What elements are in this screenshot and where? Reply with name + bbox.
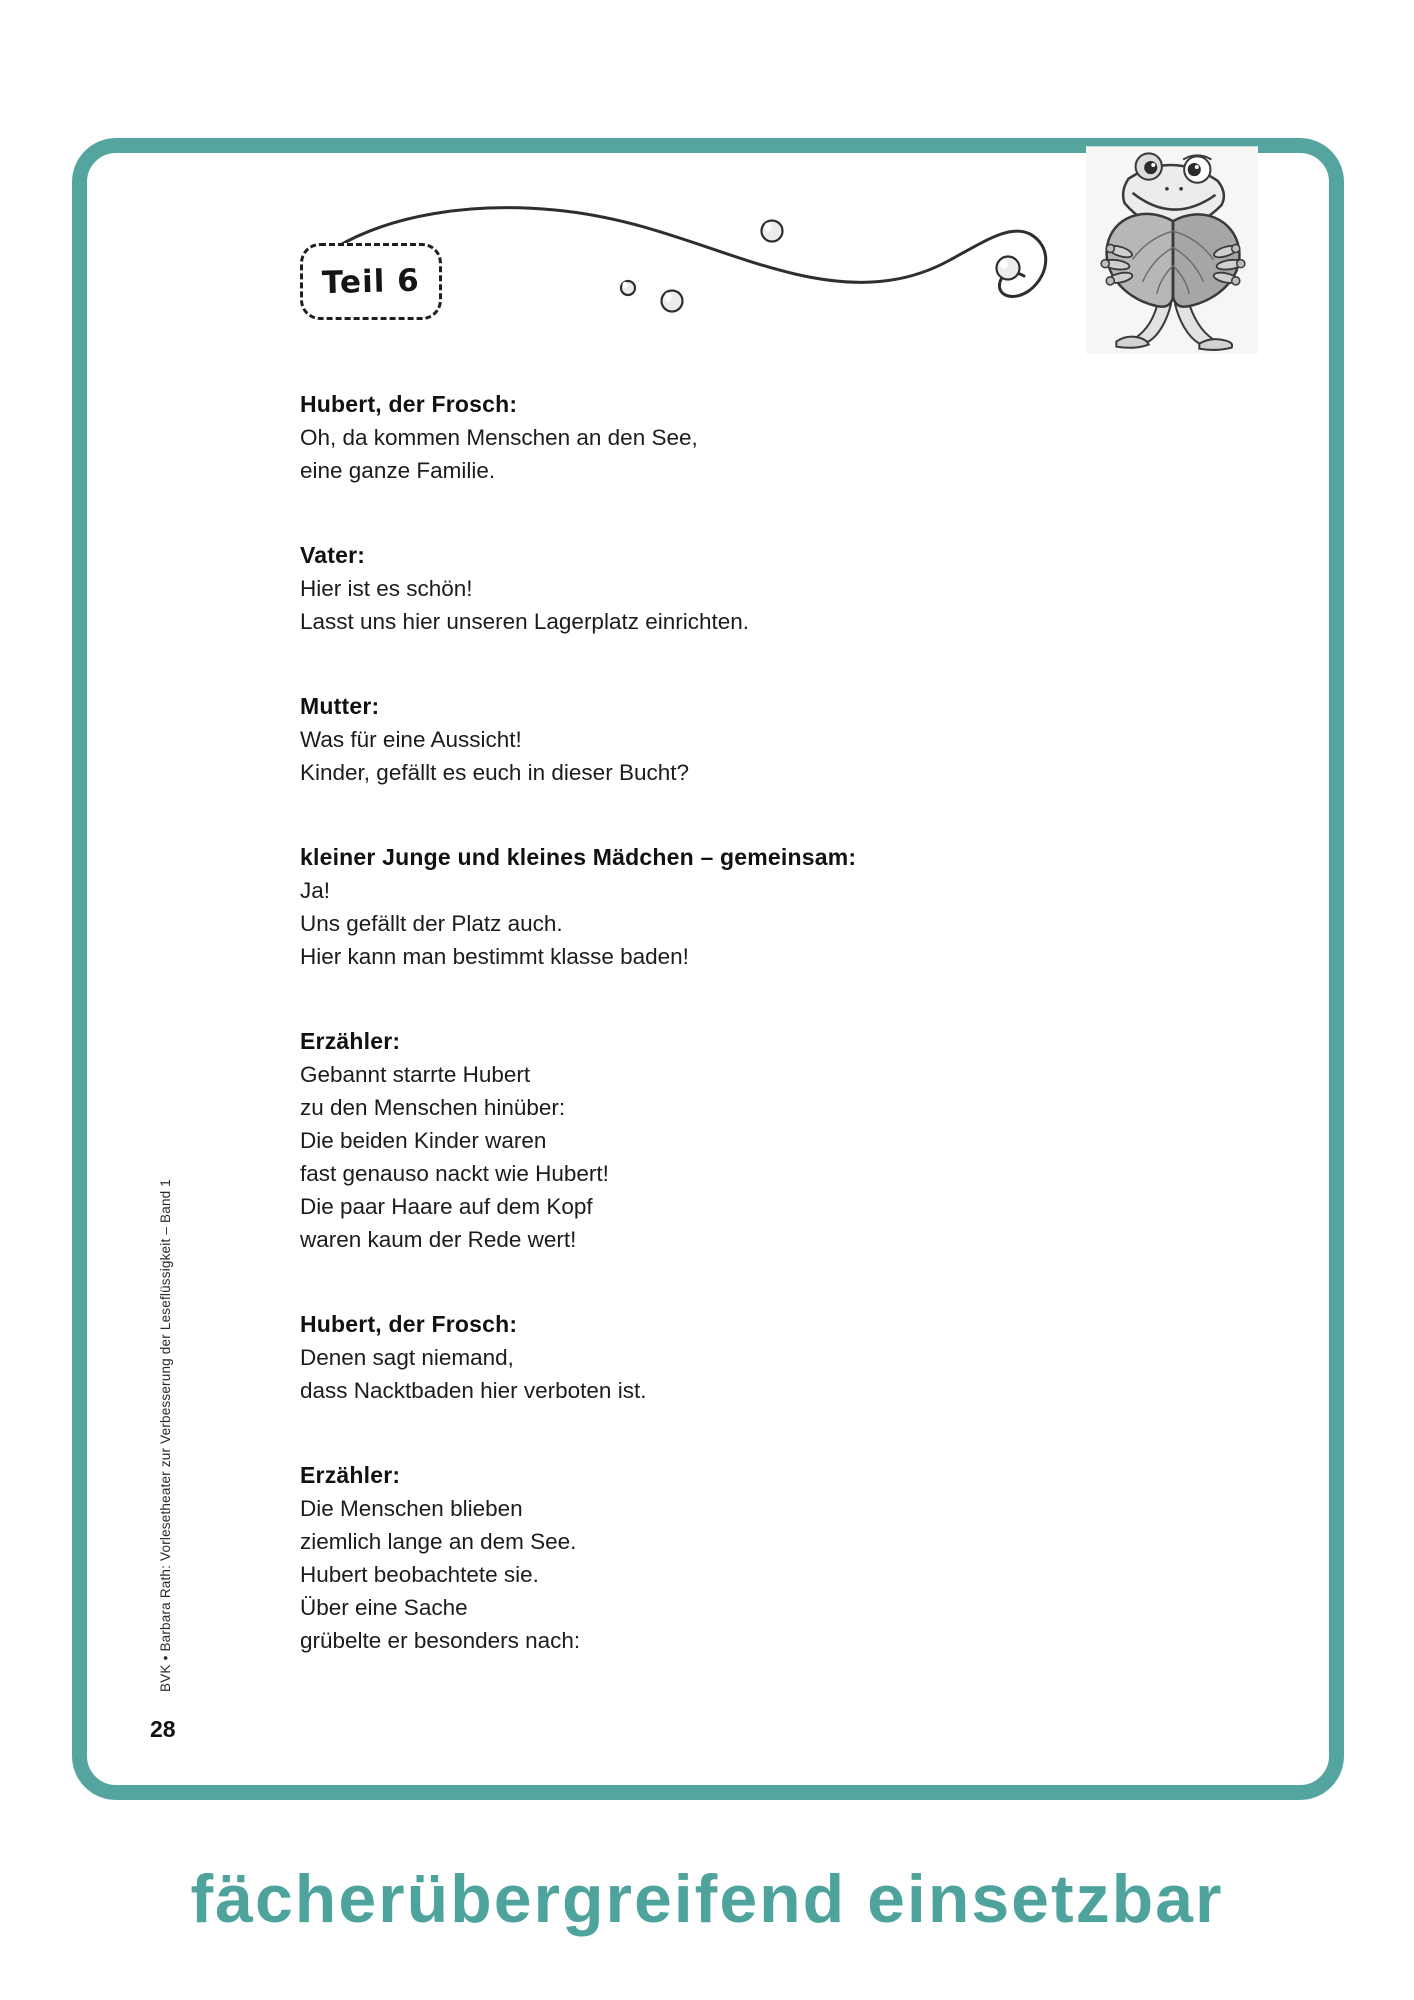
script-line: dass Nacktbaden hier verboten ist. [300,1378,647,1403]
speaker-heading: Hubert, der Frosch: [300,1311,518,1337]
script-block [300,539,1080,638]
page-number: 28 [150,1716,176,1742]
script-line: Was für eine Aussicht! [300,727,522,752]
frog-illustration [1086,146,1258,354]
script-line: Hier kann man bestimmt klasse baden! [300,944,689,969]
script-line: zu den Menschen hinüber: [300,1095,566,1120]
script-line: Hier ist es schön! [300,576,473,601]
speaker-heading: Hubert, der Frosch: [300,391,518,417]
script-line: Lasst uns hier unseren Lagerplatz einrichten. [300,609,750,634]
script-line: grübelte er besonders nach: [300,1628,581,1653]
speaker-heading: kleiner Junge und kleines Mädchen – gemeinsam: [300,844,857,870]
script-line: waren kaum der Rede wert! [300,1227,577,1252]
teil-badge [300,243,442,320]
speaker-heading: Erzähler: [300,1028,401,1054]
script-line: Denen sagt niemand, [300,1345,514,1370]
footer-headline: fächerübergreifend einsetzbar [190,1861,1224,1937]
script-line: Die beiden Kinder waren [300,1128,547,1153]
script-line: ziemlich lange an dem See. [300,1529,577,1554]
script-line: Die Menschen blieben [300,1496,523,1521]
script-column [300,388,1080,1709]
script-line: Ja! [300,878,331,903]
script-block [300,1459,1080,1657]
speaker-heading: Erzähler: [300,1462,401,1488]
teil-badge-label: Teil 6 [321,262,421,301]
script-line: eine ganze Familie. [300,458,496,483]
script-block [300,690,1080,789]
sidebar-credit: BVK • Barbara Rath: Vorlesetheater zur Verbesserung der Leseflüssigkeit – Band 1 [158,1178,173,1692]
speaker-heading: Vater: [300,542,366,568]
script-line: Uns gefällt der Platz auch. [300,911,563,936]
script-block [300,1308,1080,1407]
script-line: Gebannt starrte Hubert [300,1062,531,1087]
script-block [300,841,1080,973]
script-block [300,388,1080,487]
script-line: fast genauso nackt wie Hubert! [300,1161,609,1186]
script-block [300,1025,1080,1256]
script-line: Über eine Sache [300,1595,468,1620]
script-line: Oh, da kommen Menschen an den See, [300,425,698,450]
script-line: Hubert beobachtete sie. [300,1562,539,1587]
bubble-icon [621,221,1020,312]
script-line: Kinder, gefällt es euch in dieser Bucht? [300,760,689,785]
script-line: Die paar Haare auf dem Kopf [300,1194,593,1219]
speaker-heading: Mutter: [300,693,380,719]
